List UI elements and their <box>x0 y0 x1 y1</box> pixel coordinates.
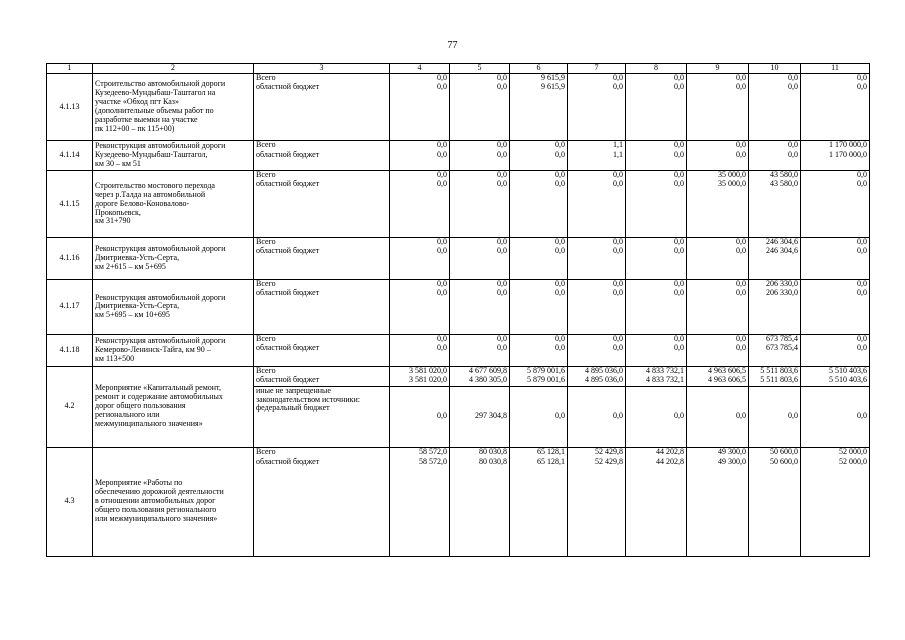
value-cell: 0,0 <box>450 237 510 246</box>
row-name: Мероприятие «Работы по обеспечению дорожной деятельности в отношении автомобильных дорог общего пользования регионального или межмуниципального значения» <box>93 447 254 556</box>
value-cell: 0,0 <box>687 344 749 367</box>
column-header: 4 <box>390 64 450 74</box>
value-cell: 0,0 <box>390 334 450 343</box>
value-cell: 0,0 <box>626 171 687 180</box>
table-row <box>47 237 870 246</box>
budget-table <box>46 63 870 557</box>
column-header: 6 <box>510 64 568 74</box>
value-cell: 50 600,0 <box>749 447 801 458</box>
value-cell: 52 000,0 <box>801 447 870 458</box>
value-cell: 0,0 <box>510 171 568 180</box>
value-cell: 0,0 <box>801 386 870 447</box>
value-cell: 0,0 <box>390 280 450 289</box>
funding-source: областной бюджет <box>254 344 390 367</box>
table-row <box>47 74 870 83</box>
value-cell: 0,0 <box>626 289 687 334</box>
value-cell: 0,0 <box>626 334 687 343</box>
funding-source: областной бюджет <box>254 458 390 556</box>
value-cell: 0,0 <box>626 247 687 280</box>
value-cell: 0,0 <box>450 83 510 141</box>
column-header: 2 <box>93 64 254 74</box>
value-cell: 5 879 001,6 <box>510 367 568 376</box>
table-row <box>47 334 870 343</box>
value-cell: 52 429,8 <box>568 447 626 458</box>
column-header: 5 <box>450 64 510 74</box>
column-header: 1 <box>47 64 93 74</box>
value-cell: 4 963 606,5 <box>687 376 749 386</box>
value-cell: 52 000,0 <box>801 458 870 556</box>
value-cell: 0,0 <box>749 74 801 83</box>
row-code: 4.1.18 <box>47 334 93 366</box>
row-code: 4.1.16 <box>47 237 93 279</box>
value-cell: 1,1 <box>568 151 626 171</box>
column-header: 10 <box>749 64 801 74</box>
value-cell: 4 677 609,8 <box>450 367 510 376</box>
value-cell: 0,0 <box>510 180 568 237</box>
value-cell: 0,0 <box>801 74 870 83</box>
value-cell: 0,0 <box>801 180 870 237</box>
value-cell: 0,0 <box>450 247 510 280</box>
value-cell: 0,0 <box>450 171 510 180</box>
value-cell: 0,0 <box>687 334 749 343</box>
value-cell: 0,0 <box>626 83 687 141</box>
value-cell: 0,0 <box>801 237 870 246</box>
value-cell: 0,0 <box>510 386 568 447</box>
value-cell: 4 833 732,1 <box>626 367 687 376</box>
row-code: 4.3 <box>47 447 93 556</box>
value-cell: 0,0 <box>450 151 510 171</box>
value-cell: 0,0 <box>390 247 450 280</box>
row-name: Строительство автомобильной дороги Кузедеево-Мундыбаш-Таштагол на участке «Обход пгт Каз» (дополнительные объемы работ по разработке выемки на участке пк 112+00 – пк 115+00) <box>93 74 254 141</box>
value-cell: 0,0 <box>687 289 749 334</box>
funding-source: иные не запрещенные законодательством источники: федеральный бюджет <box>254 386 390 447</box>
value-cell: 4 895 036,0 <box>568 367 626 376</box>
value-cell: 0,0 <box>687 83 749 141</box>
value-cell: 35 000,0 <box>687 180 749 237</box>
value-cell: 9 615,9 <box>510 74 568 83</box>
value-cell: 206 330,0 <box>749 289 801 334</box>
value-cell: 0,0 <box>568 83 626 141</box>
value-cell: 80 030,8 <box>450 447 510 458</box>
value-cell: 49 300,0 <box>687 458 749 556</box>
value-cell: 0,0 <box>568 74 626 83</box>
value-cell: 5 510 403,6 <box>801 376 870 386</box>
value-cell: 0,0 <box>450 180 510 237</box>
value-cell: 0,0 <box>450 141 510 151</box>
row-name: Реконструкция автомобильной дороги Дмитриевка-Усть-Серта, км 2+615 – км 5+695 <box>93 237 254 279</box>
value-cell: 43 580,0 <box>749 180 801 237</box>
value-cell: 0,0 <box>626 344 687 367</box>
value-cell: 44 202,8 <box>626 458 687 556</box>
value-cell: 1,1 <box>568 141 626 151</box>
table-row <box>47 280 870 289</box>
value-cell: 0,0 <box>687 151 749 171</box>
value-cell: 0,0 <box>568 171 626 180</box>
value-cell: 3 581 020,0 <box>390 376 450 386</box>
row-code: 4.1.15 <box>47 171 93 237</box>
funding-source: областной бюджет <box>254 376 390 386</box>
value-cell: 0,0 <box>801 171 870 180</box>
funding-source: областной бюджет <box>254 289 390 334</box>
value-cell: 0,0 <box>510 280 568 289</box>
value-cell: 0,0 <box>568 280 626 289</box>
value-cell: 9 615,9 <box>510 83 568 141</box>
value-cell: 5 879 001,6 <box>510 376 568 386</box>
value-cell: 0,0 <box>801 334 870 343</box>
value-cell: 0,0 <box>687 237 749 246</box>
value-cell: 206 330,0 <box>749 280 801 289</box>
table-header <box>47 64 870 74</box>
table-row <box>47 141 870 151</box>
value-cell: 0,0 <box>687 247 749 280</box>
table-row <box>47 447 870 458</box>
value-cell: 58 572,0 <box>390 458 450 556</box>
value-cell: 1 170 000,0 <box>801 141 870 151</box>
value-cell: 0,0 <box>626 180 687 237</box>
value-cell: 0,0 <box>390 141 450 151</box>
value-cell: 0,0 <box>801 289 870 334</box>
value-cell: 1 170 000,0 <box>801 151 870 171</box>
value-cell: 0,0 <box>450 334 510 343</box>
value-cell: 0,0 <box>568 334 626 343</box>
row-code: 4.1.13 <box>47 74 93 141</box>
column-header: 3 <box>254 64 390 74</box>
funding-source: Всего <box>254 237 390 246</box>
funding-source: областной бюджет <box>254 151 390 171</box>
row-code: 4.1.14 <box>47 141 93 171</box>
value-cell: 0,0 <box>626 386 687 447</box>
value-cell: 0,0 <box>801 83 870 141</box>
value-cell: 0,0 <box>390 74 450 83</box>
value-cell: 4 963 606,5 <box>687 367 749 376</box>
value-cell: 0,0 <box>390 344 450 367</box>
value-cell: 58 572,0 <box>390 447 450 458</box>
value-cell: 673 785,4 <box>749 334 801 343</box>
value-cell: 0,0 <box>510 247 568 280</box>
funding-source: областной бюджет <box>254 83 390 141</box>
value-cell: 0,0 <box>749 386 801 447</box>
funding-source: Всего <box>254 447 390 458</box>
value-cell: 0,0 <box>510 237 568 246</box>
row-name: Реконструкция автомобильной дороги Кемерово-Ленинск-Тайга, км 90 – км 113+500 <box>93 334 254 366</box>
table-row <box>47 171 870 180</box>
value-cell: 80 030,8 <box>450 458 510 556</box>
funding-source: Всего <box>254 334 390 343</box>
value-cell: 0,0 <box>450 344 510 367</box>
row-name: Реконструкция автомобильной дороги Кузедеево-Мундыбаш-Таштагол, км 30 – км 51 <box>93 141 254 171</box>
value-cell: 0,0 <box>390 180 450 237</box>
value-cell: 0,0 <box>801 247 870 280</box>
value-cell: 0,0 <box>390 83 450 141</box>
value-cell: 0,0 <box>568 344 626 367</box>
row-name: Строительство мостового перехода через р.Талда на автомобильной дороге Белово-Коновалово- Прокопьевск, км 31+790 <box>93 171 254 237</box>
value-cell: 5 511 803,6 <box>749 376 801 386</box>
funding-source: Всего <box>254 74 390 83</box>
value-cell: 297 304,8 <box>450 386 510 447</box>
value-cell: 43 580,0 <box>749 171 801 180</box>
value-cell: 0,0 <box>749 83 801 141</box>
value-cell: 35 000,0 <box>687 171 749 180</box>
value-cell: 5 511 803,6 <box>749 367 801 376</box>
value-cell: 0,0 <box>687 141 749 151</box>
value-cell: 0,0 <box>568 386 626 447</box>
value-cell: 4 380 305,0 <box>450 376 510 386</box>
header-row <box>47 64 870 74</box>
value-cell: 0,0 <box>626 237 687 246</box>
value-cell: 246 304,6 <box>749 247 801 280</box>
value-cell: 44 202,8 <box>626 447 687 458</box>
value-cell: 0,0 <box>568 289 626 334</box>
value-cell: 49 300,0 <box>687 447 749 458</box>
funding-source: Всего <box>254 171 390 180</box>
value-cell: 0,0 <box>510 151 568 171</box>
funding-source: областной бюджет <box>254 180 390 237</box>
value-cell: 0,0 <box>801 280 870 289</box>
column-header: 8 <box>626 64 687 74</box>
value-cell: 0,0 <box>510 344 568 367</box>
table-row <box>47 367 870 376</box>
funding-source: Всего <box>254 141 390 151</box>
value-cell: 65 128,1 <box>510 458 568 556</box>
value-cell: 3 581 020,0 <box>390 367 450 376</box>
row-name: Мероприятие «Капитальный ремонт, ремонт и содержание автомобильных дорог общего пользования регионального или межмуниципального значения» <box>93 367 254 447</box>
value-cell: 0,0 <box>510 334 568 343</box>
value-cell: 0,0 <box>801 344 870 367</box>
value-cell: 0,0 <box>568 247 626 280</box>
column-header: 9 <box>687 64 749 74</box>
funding-source: Всего <box>254 280 390 289</box>
funding-source: областной бюджет <box>254 247 390 280</box>
value-cell: 0,0 <box>687 74 749 83</box>
value-cell: 4 895 036,0 <box>568 376 626 386</box>
column-header: 7 <box>568 64 626 74</box>
value-cell: 0,0 <box>510 289 568 334</box>
value-cell: 0,0 <box>749 151 801 171</box>
value-cell: 0,0 <box>450 289 510 334</box>
value-cell: 246 304,6 <box>749 237 801 246</box>
value-cell: 0,0 <box>390 289 450 334</box>
value-cell: 5 510 403,6 <box>801 367 870 376</box>
value-cell: 0,0 <box>390 386 450 447</box>
funding-source: Всего <box>254 367 390 376</box>
value-cell: 0,0 <box>510 141 568 151</box>
row-code: 4.1.17 <box>47 280 93 334</box>
value-cell: 0,0 <box>390 171 450 180</box>
value-cell: 0,0 <box>450 280 510 289</box>
row-name: Реконструкция автомобильной дороги Дмитриевка-Усть-Серта, км 5+695 – км 10+695 <box>93 280 254 334</box>
value-cell: 4 833 732,1 <box>626 376 687 386</box>
value-cell: 673 785,4 <box>749 344 801 367</box>
value-cell: 0,0 <box>749 141 801 151</box>
value-cell: 0,0 <box>626 280 687 289</box>
value-cell: 0,0 <box>626 141 687 151</box>
value-cell: 65 128,1 <box>510 447 568 458</box>
value-cell: 0,0 <box>626 151 687 171</box>
value-cell: 0,0 <box>687 280 749 289</box>
page-number: 77 <box>447 40 458 51</box>
value-cell: 0,0 <box>390 151 450 171</box>
value-cell: 0,0 <box>390 237 450 246</box>
value-cell: 0,0 <box>687 386 749 447</box>
table-body <box>47 74 870 557</box>
value-cell: 0,0 <box>568 180 626 237</box>
column-header: 11 <box>801 64 870 74</box>
value-cell: 0,0 <box>568 237 626 246</box>
value-cell: 52 429,8 <box>568 458 626 556</box>
row-code: 4.2 <box>47 367 93 447</box>
value-cell: 0,0 <box>450 74 510 83</box>
value-cell: 50 600,0 <box>749 458 801 556</box>
value-cell: 0,0 <box>626 74 687 83</box>
